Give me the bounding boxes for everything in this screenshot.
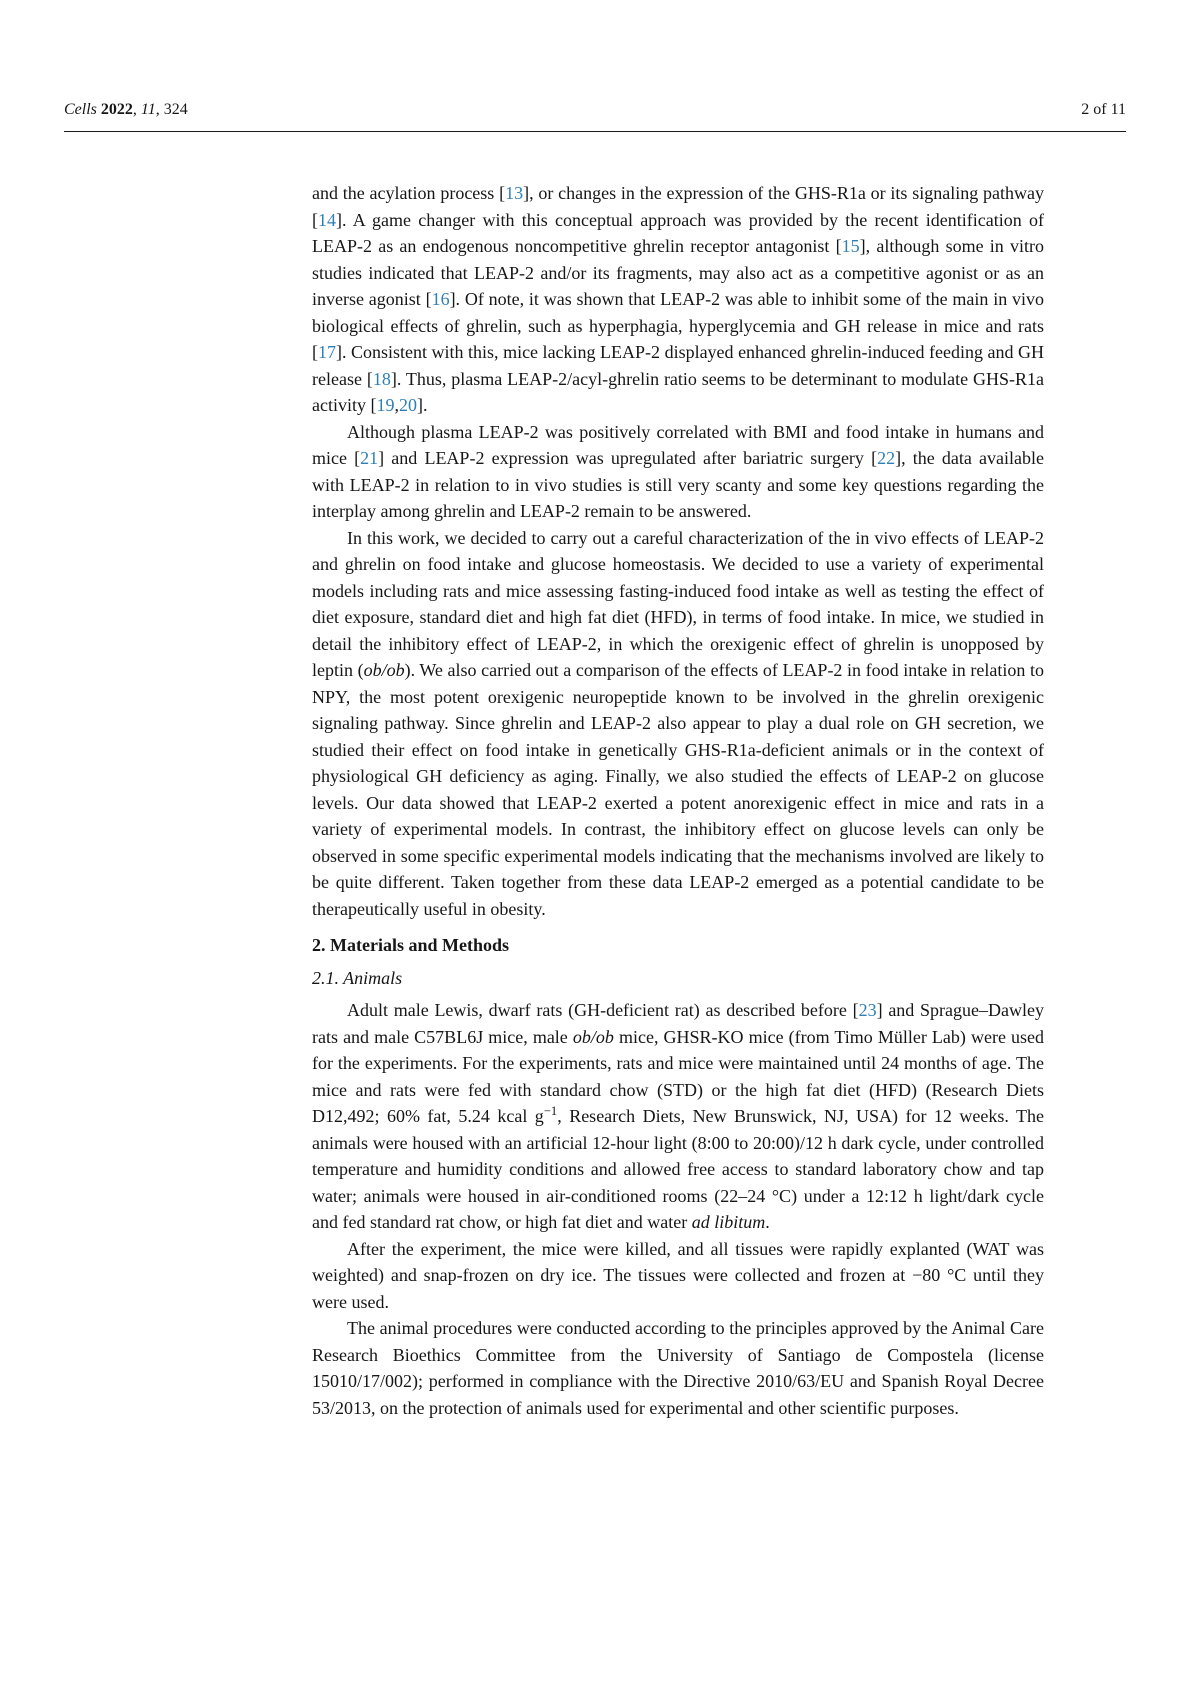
journal-reference: [64, 100, 188, 120]
citation-link[interactable]: 18: [372, 368, 391, 389]
header-separator: ,: [132, 101, 141, 118]
text-run: ]. Thus, plasma LEAP-2/acyl-ghrelin ratio seems to be determinant to modulate GHS-R1a activity [: [312, 368, 1044, 415]
text-run: Although plasma LEAP-2 was positively correlated with BMI and food intake in humans and mice [: [312, 421, 1044, 468]
citation-link[interactable]: 23: [858, 1000, 877, 1020]
citation-link[interactable]: 13: [505, 183, 524, 203]
paragraph: [312, 1236, 1044, 1316]
citation-link[interactable]: 22: [877, 448, 896, 468]
journal-year: 2022: [100, 101, 133, 118]
citation-link[interactable]: 16: [431, 289, 450, 309]
paragraph: [312, 997, 1044, 1236]
paragraph: [312, 525, 1044, 923]
citation-link[interactable]: 14: [318, 209, 336, 230]
text-run: 2.1. Animals: [312, 967, 403, 988]
page-number: 2 of 11: [1081, 101, 1126, 118]
subsection-heading: [312, 965, 1044, 992]
text-run: ]. Of note, it was shown that LEAP-2 was able to inhibit some of the main in vivo biological effects of ghrelin, such as hyperphagia, hyperglycemia and GH release in mice and rats [: [312, 289, 1044, 362]
journal-volume: 11: [140, 101, 156, 118]
citation-link[interactable]: 15: [841, 236, 860, 256]
text-run: , Research Diets, New Brunswick, NJ, USA) for 12 weeks. The animals were housed with an artificial 12-hour light (8:00 to 20:00)/12 h dark cycle, under controlled temperature and humidity conditions and allowed free access to standard laboratory chow and tap water; animals were housed in air-conditioned rooms (22–24 °C) under a 12:12 h light/dark cycle and fed standard rat chow, or high fat diet and water: [312, 1106, 1044, 1232]
citation-link[interactable]: 21: [360, 448, 379, 468]
header-rule: [64, 131, 1126, 132]
text-run: ]. Consistent with this, mice lacking LEAP-2 displayed enhanced ghrelin-induced feeding and GH release [: [312, 342, 1044, 389]
paragraph: [312, 419, 1044, 525]
text-run: After the experiment, the mice were killed, and all tissues were rapidly explanted (WAT was weighted) and snap-frozen on dry ice. The tissues were collected and frozen at −80 °C until they were used.: [312, 1238, 1044, 1312]
text-run: ], although some in vitro studies indicated that LEAP-2 and/or its fragments, may also act as a competitive agonist or as an inverse agonist [: [312, 236, 1045, 309]
journal-name: Cells: [64, 101, 97, 118]
text-run: ,: [394, 395, 399, 415]
text-run: Adult male Lewis, dwarf rats (GH-deficient rat) as described before [: [347, 1000, 859, 1020]
text-run: The animal procedures were conducted according to the principles approved by the Animal Care Research Bioethics Committee from the University of Santiago de Compostela (license 15010/17/002); performed in compliance with the Directive 2010/63/EU and Spanish Royal Decree 53/2013, on the protection of animals used for experimental and other scientific purposes.: [312, 1318, 1044, 1418]
italic-text: ob/ob: [572, 1026, 614, 1047]
text-run: ] and Sprague–Dawley rats and male C57BL6J mice, male: [312, 1000, 1044, 1047]
citation-link[interactable]: 19: [376, 395, 395, 415]
citation-link[interactable]: 17: [318, 342, 336, 362]
text-run: .: [765, 1212, 770, 1232]
text-run: ], or changes in the expression of the GHS-R1a or its signaling pathway [: [312, 183, 1044, 230]
text-run: ] and LEAP-2 expression was upregulated after bariatric surgery [: [378, 448, 878, 468]
text-run: mice, GHSR-KO mice (from Timo Müller Lab) were used for the experiments. For the experiments, rats and mice were maintained until 24 months of age. The mice and rats were fed with standard chow (STD) or the high fat diet (HFD) (Research Diets D12,492; 60% fat, 5.24 kcal g: [312, 1026, 1044, 1126]
text-run: ], the data available with LEAP-2 in relation to in vivo studies is still very scanty and some key questions regarding the interplay among ghrelin and LEAP-2 remain to be answered.: [312, 448, 1044, 521]
italic-text: ad libitum: [691, 1212, 766, 1232]
text-run: 2. Materials and Methods: [312, 935, 509, 955]
page-header: [64, 100, 1126, 120]
superscript-text: −1: [543, 1104, 558, 1118]
citation-link[interactable]: 20: [398, 395, 417, 415]
text-run: ). We also carried out a comparison of the effects of LEAP-2 in food intake in relation to NPY, the most potent orexigenic neuropeptide known to be involved in the ghrelin orexigenic signaling pathway. Since ghrelin and LEAP-2 also appear to play a dual role on GH secretion, we studied their effect on food intake in genetically GHS-R1a-deficient animals or in the context of physiological GH deficiency as aging. Finally, we also studied the effects of LEAP-2 on glucose levels. Our data showed that LEAP-2 exerted a potent anorexigenic effect in mice and rats in a variety of experimental models. In contrast, the inhibitory effect on glucose levels can only be observed in some specific experimental models indicating that the mechanisms involved are likely to be quite different. Taken together from these data LEAP-2 emerged as a potential candidate to be therapeutically useful in obesity.: [312, 660, 1044, 919]
paragraph: [312, 180, 1044, 419]
text-run: In this work, we decided to carry out a careful characterization of the in vivo effects of LEAP-2 and ghrelin on food intake and glucose homeostasis. We decided to use a variety of experimental models including rats and mice assessing fasting-induced food intake as well as testing the effect of diet exposure, standard diet and high fat diet (HFD), in terms of food intake. In mice, we studied in detail the inhibitory effect of LEAP-2, in which the orexigenic effect of ghrelin is unopposed by leptin (: [312, 527, 1044, 680]
paragraph: [312, 1315, 1044, 1421]
section-heading: [312, 932, 1044, 959]
text-run: ]. A game changer with this conceptual approach was provided by the recent identification of LEAP-2 as an endogenous noncompetitive ghrelin receptor antagonist [: [312, 209, 1044, 256]
text-run: ].: [416, 395, 428, 415]
italic-text: ob/ob: [363, 660, 405, 680]
text-run: and the acylation process [: [312, 183, 506, 203]
journal-article-number: , 324: [155, 101, 188, 118]
article-body: [312, 180, 1044, 1421]
